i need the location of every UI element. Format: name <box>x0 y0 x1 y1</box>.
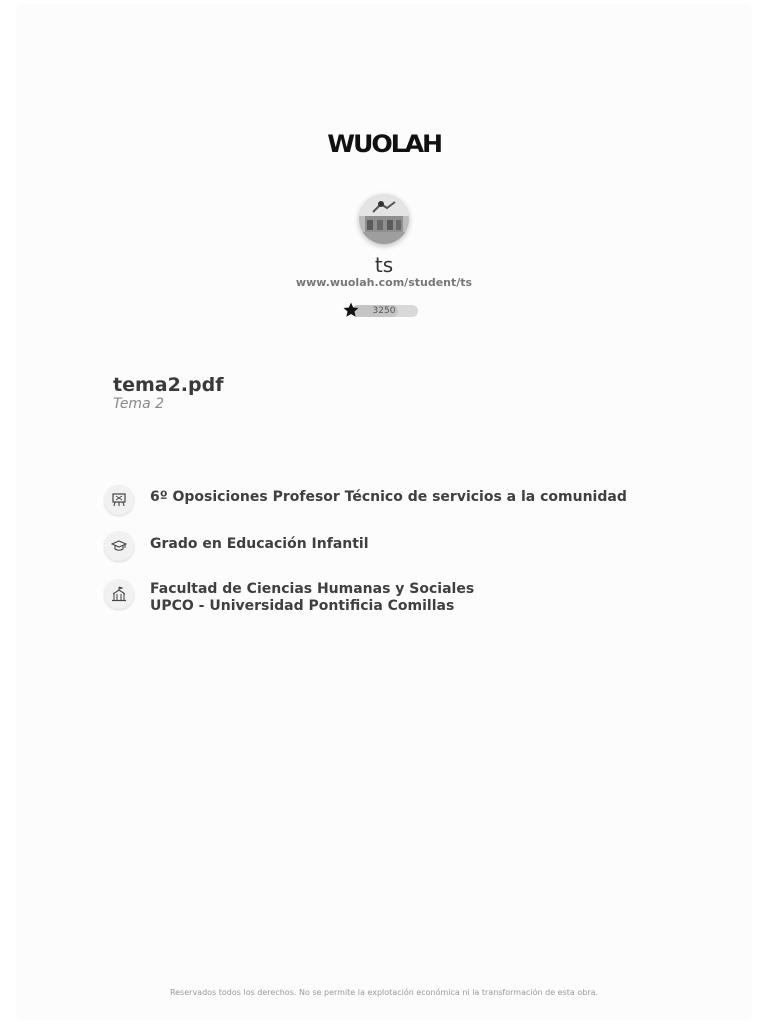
faculty-row <box>104 579 704 619</box>
profile-url-link[interactable]: www.wuolah.com/student/ts <box>295 276 473 289</box>
avatar-photo <box>359 194 409 244</box>
graduation-cap-icon <box>111 538 127 554</box>
degree-icon-circle <box>104 531 134 561</box>
degree-name: Grado en Educación Infantil <box>150 536 369 552</box>
logo-text: WUOLAH <box>327 130 441 158</box>
building-icon <box>111 586 127 602</box>
points-badge <box>342 302 418 318</box>
profile-username: ts <box>374 253 394 277</box>
faculty-name: Facultad de Ciencias Humanas y Sociales <box>150 581 475 597</box>
course-icon-circle <box>104 485 134 515</box>
wuolah-logo <box>0 128 768 160</box>
degree-row <box>104 531 704 561</box>
classroom-icon <box>111 492 127 508</box>
points-value: 3250 <box>372 306 396 316</box>
file-subtitle: Tema 2 <box>113 396 165 412</box>
course-name: 6º Oposiciones Profesor Técnico de servicios a la comunidad <box>150 489 627 505</box>
file-title: tema2.pdf <box>113 374 224 396</box>
university-name: UPCO - Universidad Pontificia Comillas <box>150 598 455 614</box>
star-icon <box>342 301 360 319</box>
avatar <box>359 194 409 244</box>
course-row <box>104 485 704 515</box>
copyright-notice: Reservados todos los derechos. No se permite la explotación económica ni la transformación de esta obra. <box>169 988 599 997</box>
faculty-icon-circle <box>104 579 134 609</box>
